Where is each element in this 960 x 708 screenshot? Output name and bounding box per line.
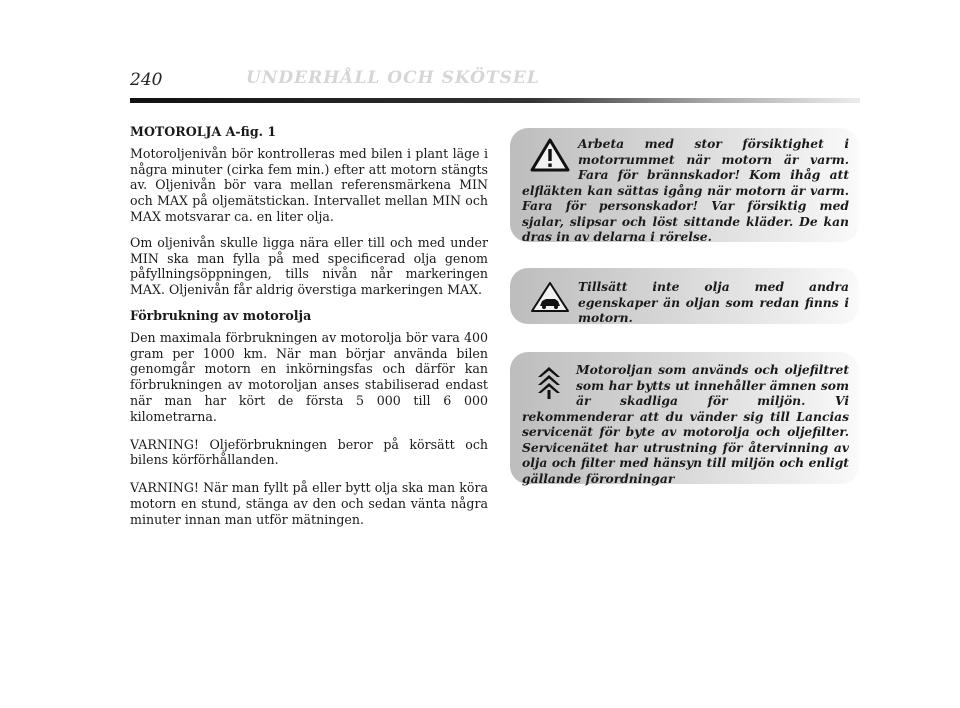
paragraph-oil-consumption: Den maximala förbrukningen av motorolja bör vara 400 gram per 1000 km. När man börjar använda bilen genomgår motorn en inkörningsfas och därför kan förbrukningen av motoroljan anses stabiliserad endast när man har kört de första 5 000 till 6 000 kilometrarna. [130, 329, 488, 424]
section-heading: MOTOROLJA A-fig. 1 [130, 124, 277, 139]
warning-note-hot-engine [510, 128, 859, 242]
running-head: UNDERHÅLL OCH SKÖTSEL [246, 68, 540, 88]
paragraph-oil-level-check: Motoroljenivån bör kontrolleras med bilen i plant läge i några minuter (cirka fem min.) efter att motorn stängts av. Oljenivån bör vara mellan referensmärkena MIN och MAX på oljemätstickan. Intervallet mellan MIN och MAX motsvarar ca. en liter olja. [130, 145, 488, 224]
subsection-heading: Förbrukning av motorolja [130, 307, 312, 323]
environment-note-disposal [510, 352, 859, 484]
environment-note-text: Motoroljan som används och oljefiltret som har bytts ut innehåller ämnen som är skadliga för miljön. Vi rekommenderar att du vänder sig till Lancias servicenät för byte av motorolja och oljefilter. Servicenätet har utrustning för återvinning av olja och filter med hänsyn till miljön och enligt gällande förordningar [522, 362, 849, 486]
header-rule [130, 98, 860, 103]
paragraph-oil-refill: Om oljenivån skulle ligga nära eller till och med under MIN ska man fylla på med specificerad olja genom påfyllningsöppningen, tills nivån når markeringen MAX. Oljenivån får aldrig överstiga markeringen MAX. [130, 234, 488, 298]
environment-icon [530, 364, 568, 406]
warning-note-text: Arbeta med stor försiktighet i motorrummet när motorn är varm. Fara för brännskador! Kom ihåg att elfläkten kan sättas igång när motorn är varm. Fara för personskador! Var försiktig med sjalar, slipsar och löst sittande kläder. De kan dras in av delarna i rörelse. [522, 136, 849, 244]
caution-note-text: Tillsätt inte olja med andra egenskaper än oljan som redan finns i motorn. [578, 279, 849, 325]
page-number: 240 [130, 70, 163, 90]
caution-note-oil-type [510, 268, 859, 324]
paragraph-warning-measurement: VARNING! När man fyllt på eller bytt olja ska man köra motorn en stund, stänga av den och sedan vänta några minuter innan man utför mätningen. [130, 480, 488, 527]
main-text-column [130, 124, 488, 538]
car-caution-icon [530, 281, 570, 317]
warning-triangle-icon [530, 138, 570, 176]
paragraph-warning-consumption: VARNING! Oljeförbrukningen beror på körsätt och bilens körförhållanden. [130, 436, 488, 468]
